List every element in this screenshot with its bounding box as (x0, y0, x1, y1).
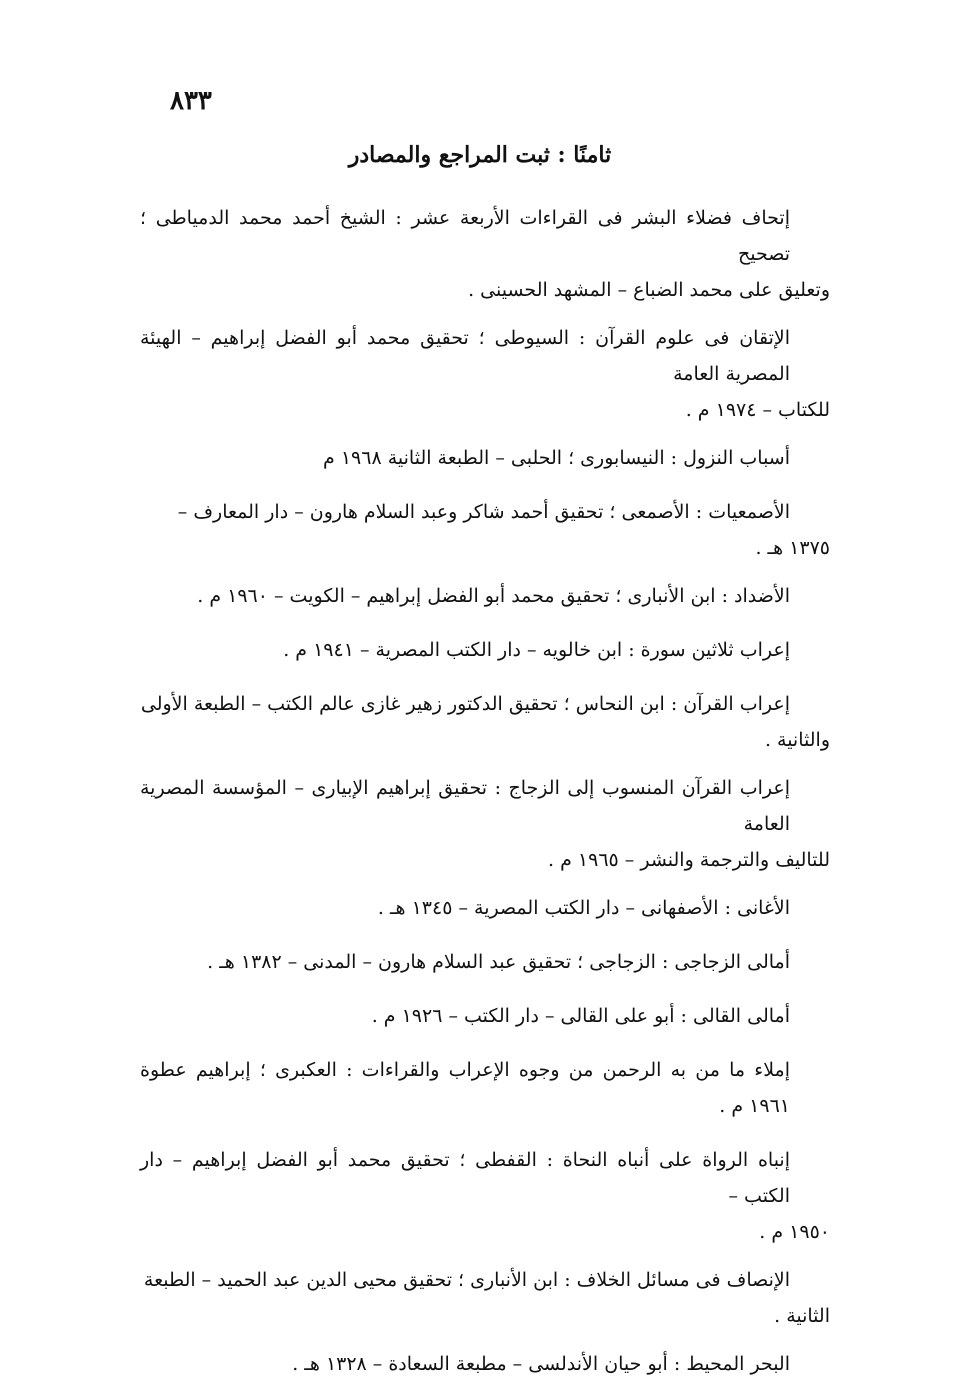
entry-first-line: البحر المحيط : أبو حيان الأندلسى – مطبعة السعادة – ١٣٢٨ هـ . (292, 1353, 790, 1375)
reference-entry (140, 998, 830, 1034)
entry-continuation: ١٩٥٠ م . (759, 1221, 830, 1243)
reference-entry (140, 1346, 830, 1382)
entry-first-line: الأغانى : الأصفهانى – دار الكتب المصرية – ١٣٤٥ هـ . (377, 897, 790, 919)
reference-entry (140, 578, 830, 614)
reference-entry (140, 944, 830, 980)
reference-list (140, 200, 830, 1400)
entry-first-line: إنباه الرواة على أنباه النحاة : القفطى ؛ تحقيق محمد أبو الفضل إبراهيم – دار الكتب – (140, 1149, 790, 1207)
entry-first-line: إملاء ما من به الرحمن من وجوه الإعراب والقراءات : العكبرى ؛ إبراهيم عطوة ١٩٦١ م . (140, 1059, 790, 1117)
entry-first-line: إعراب ثلاثين سورة : ابن خالويه – دار الكتب المصرية – ١٩٤١ م . (283, 639, 790, 661)
entry-first-line: الأضداد : ابن الأنبارى ؛ تحقيق محمد أبو الفضل إبراهيم – الكويت – ١٩٦٠ م . (197, 585, 790, 607)
entry-continuation: للتاليف والترجمة والنشر – ١٩٦٥ م . (548, 849, 830, 871)
reference-entry (140, 320, 830, 428)
entry-first-line: الإنصاف فى مسائل الخلاف : ابن الأنبارى ؛ تحقيق محيى الدين عبد الحميد – الطبعة (143, 1269, 790, 1291)
entry-first-line: إعراب القرآن المنسوب إلى الزجاج : تحقيق إبراهيم الإبيارى – المؤسسة المصرية العامة (140, 777, 790, 835)
reference-entry (140, 440, 830, 476)
reference-entry (140, 1262, 830, 1334)
reference-entry (140, 770, 830, 878)
entry-continuation: والثانية . (764, 729, 830, 751)
entry-continuation: الثانية . (774, 1305, 830, 1327)
reference-entry (140, 890, 830, 926)
reference-entry (140, 200, 830, 308)
reference-entry (140, 1142, 830, 1250)
entry-continuation: للكتاب – ١٩٧٤ م . (685, 399, 830, 421)
reference-entry (140, 686, 830, 758)
section-title: ثامنًا : ثبت المراجع والمصادر (348, 142, 612, 168)
entry-first-line: الإتقان فى علوم القرآن : السيوطى ؛ تحقيق محمد أبو الفضل إبراهيم – الهيئة المصرية العامة (140, 327, 790, 385)
entry-first-line: أمالى القالى : أبو على القالى – دار الكتب – ١٩٢٦ م . (371, 1005, 790, 1027)
reference-entry (140, 494, 830, 566)
page-number: ٨٣٣ (170, 86, 212, 116)
entry-first-line: أمالى الزجاجى : الزجاجى ؛ تحقيق عبد السلام هارون – المدنى – ١٣٨٢ هـ . (207, 951, 790, 973)
reference-entry (140, 1052, 830, 1124)
entry-continuation: وتعليق على محمد الضباع – المشهد الحسينى . (468, 279, 830, 301)
entry-continuation: ١٣٧٥ هـ . (755, 537, 830, 559)
reference-entry (140, 632, 830, 668)
entry-first-line: الأصمعيات : الأصمعى ؛ تحقيق أحمد شاكر وعبد السلام هارون – دار المعارف – (177, 501, 790, 523)
entry-first-line: إتحاف فضلاء البشر فى القراءات الأربعة عشر : الشيخ أحمد محمد الدمياطى ؛ تصحيح (140, 207, 790, 265)
entry-first-line: أسباب النزول : النيسابورى ؛ الحلبى – الطبعة الثانية ١٩٦٨ م (323, 447, 790, 469)
entry-first-line: إعراب القرآن : ابن النحاس ؛ تحقيق الدكتور زهير غازى عالم الكتب – الطبعة الأولى (140, 693, 790, 715)
